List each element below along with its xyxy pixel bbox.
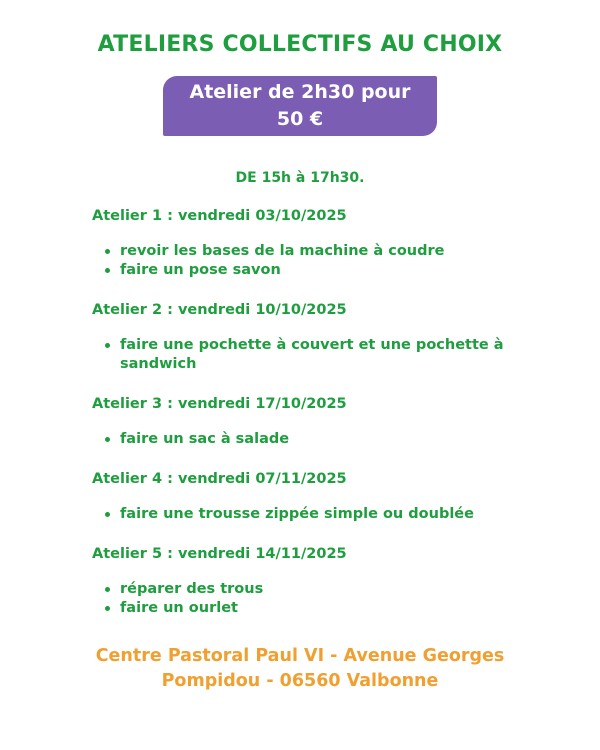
session-4-title: Atelier 4 : vendredi 07/11/2025	[92, 471, 347, 487]
price-badge	[163, 76, 437, 136]
session-4-items	[92, 505, 532, 524]
price-badge-line-2: 50 €	[276, 108, 324, 130]
list-item: faire un ourlet	[92, 599, 532, 618]
list-item: faire un pose savon	[92, 261, 532, 280]
session-3-title: Atelier 3 : vendredi 17/10/2025	[92, 396, 347, 412]
sessions-list	[92, 206, 532, 638]
session-2-title: Atelier 2 : vendredi 10/10/2025	[92, 302, 347, 318]
address-line-1: Centre Pastoral Paul VI - Avenue Georges	[95, 646, 505, 666]
address-line-2: Pompidou - 06560 Valbonne	[161, 671, 439, 691]
list-item: réparer des trous	[92, 580, 532, 599]
session-2	[92, 300, 532, 374]
session-1-items	[92, 242, 532, 280]
session-1	[92, 206, 532, 280]
session-3-items	[92, 430, 532, 449]
session-5-items	[92, 580, 532, 618]
list-item: faire un sac à salade	[92, 430, 532, 449]
list-item: faire une trousse zippée simple ou doublée	[92, 505, 532, 524]
page-title: ATELIERS COLLECTIFS AU CHOIX	[97, 32, 503, 57]
price-badge-line-1: Atelier de 2h30 pour	[189, 81, 411, 103]
session-3	[92, 394, 532, 449]
session-2-items	[92, 336, 532, 374]
session-5-title: Atelier 5 : vendredi 14/11/2025	[92, 546, 347, 562]
list-item: revoir les bases de la machine à coudre	[92, 242, 532, 261]
session-5	[92, 544, 532, 618]
session-4	[92, 469, 532, 524]
session-1-title: Atelier 1 : vendredi 03/10/2025	[92, 208, 347, 224]
list-item: faire une pochette à couvert et une pochette à sandwich	[92, 336, 532, 374]
venue-address	[0, 644, 600, 694]
schedule-time: DE 15h à 17h30.	[235, 170, 365, 186]
